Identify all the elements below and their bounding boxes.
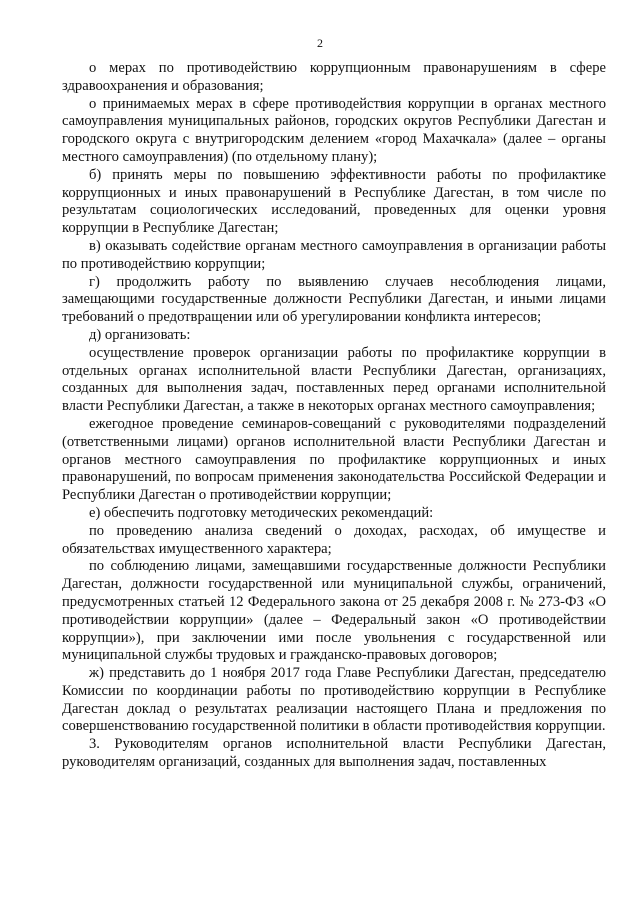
paragraph: осуществление проверок организации работы по профилактике коррупции в отдельных органах исполнительной власти Республики Дагестан, организациях, созданных для выполнения задач, поставленных перед органами исполнительной власти Республики Дагестан, а также в некоторых органах местного самоуправления; bbox=[62, 344, 606, 415]
paragraph: д) организовать: bbox=[89, 326, 191, 343]
paragraph: в) оказывать содействие органам местного самоуправления в организации работы по противодействию коррупции; bbox=[62, 237, 606, 272]
paragraph: е) обеспечить подготовку методических рекомендаций: bbox=[89, 504, 434, 521]
page-number: 2 bbox=[317, 36, 323, 50]
paragraph: по проведению анализа сведений о доходах, расходах, об имуществе и обязательствах имущественного характера; bbox=[62, 522, 606, 557]
paragraph: о принимаемых мерах в сфере противодействия коррупции в органах местного самоуправления муниципальных районов, городских округов Республики Дагестан и городского округа с внутригородским делением «город Махачкала» (далее – органы местного самоуправления) (по отдельному плану); bbox=[62, 95, 606, 165]
paragraph: по соблюдению лицами, замещавшими государственные должности Республики Дагестан, должности государственной или муниципальной службы, ограничений, предусмотренных статьей 12 Федерального закона от 25 декабря 2008 г. № 273-ФЗ «О противодействии коррупции» (далее – Федеральный закон «О противодействии коррупции»), при заключении ими после увольнения с государственной или муниципальной службы трудовых и гражданско-правовых договоров; bbox=[62, 558, 606, 664]
paragraph: ежегодное проведение семинаров-совещаний с руководителями подразделений (ответственными лицами) органов исполнительной власти Республики Дагестан и органов местного самоуправления по профилактике коррупционных и иных правонарушений, по вопросам применения законодательства Российской Федерации и Республики Дагестан о противодействии коррупции; bbox=[62, 415, 606, 504]
paragraph: б) принять меры по повышению эффективности работы по профилактике коррупционных и иных правонарушений в Республике Дагестан, в том числе по результатам социологических исследований, проведенных для оценки уровня коррупции в Республике Дагестан; bbox=[62, 166, 606, 237]
paragraph: ж) представить до 1 ноября 2017 года Главе Республики Дагестан, председателю Комиссии по координации работы по противодействию коррупции в Республике Дагестан доклад о результатах реализации настоящего Плана и предложения по совершенствованию государственной политики в области противодействия коррупции. bbox=[62, 665, 606, 735]
document-body bbox=[62, 60, 606, 772]
paragraph: о мерах по противодействию коррупционным правонарушениям в сфере здравоохранения и образования; bbox=[62, 60, 606, 94]
paragraph: г) продолжить работу по выявлению случаев несоблюдения лицами, замещающими государственные должности Республики Дагестан, и иными лицами требований о предотвращении или об урегулировании конфликта интересов; bbox=[62, 273, 606, 326]
paragraph: 3. Руководителям органов исполнительной власти Республики Дагестан, руководителям организаций, созданных для выполнения задач, поставленных bbox=[62, 736, 606, 771]
